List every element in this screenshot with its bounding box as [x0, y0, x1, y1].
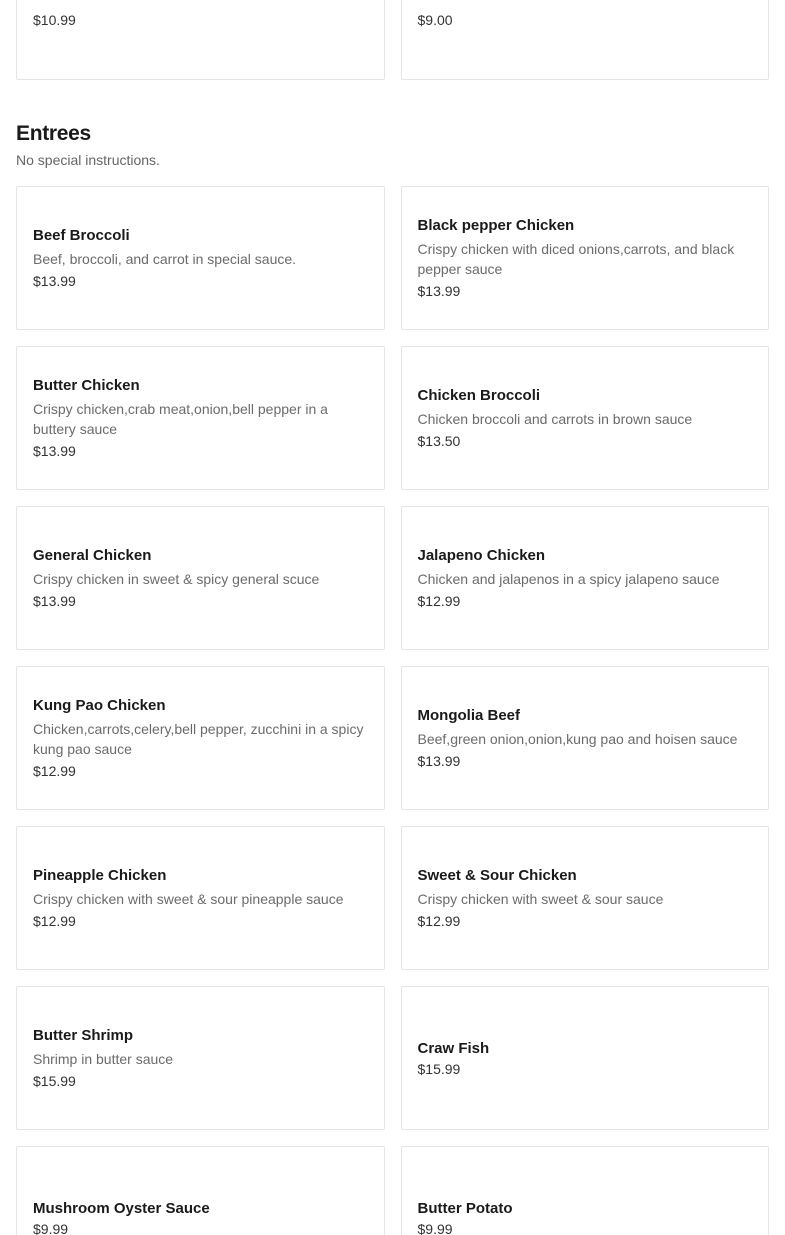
menu-item-card[interactable] [401, 826, 770, 970]
item-name: Pineapple Chicken [33, 867, 167, 884]
item-name: General Chicken [33, 547, 152, 564]
menu-item-card[interactable] [401, 506, 770, 650]
item-price: $13.50 [417, 433, 461, 449]
item-description: Crispy chicken in sweet & spicy general scuce [33, 571, 320, 587]
item-name: Craw Fish [417, 1039, 490, 1057]
item-name: Mushroom Oyster Sauce [33, 1199, 210, 1217]
item-description: Crispy chicken with sweet & sour sauce [417, 891, 664, 907]
item-name: Butter Chicken [33, 377, 140, 394]
menu-item-card[interactable] [401, 346, 770, 490]
previous-section-items [16, 0, 769, 80]
item-price: $13.99 [417, 283, 461, 299]
item-description: Crispy chicken with diced onions,carrots, and black pepper sauce [417, 241, 735, 277]
item-name: Butter Shrimp [33, 1027, 134, 1044]
menu-item-card[interactable] [16, 666, 385, 810]
item-description: Chicken and jalapenos in a spicy jalapeno sauce [417, 571, 720, 587]
section-subtitle: No special instructions. [16, 152, 160, 168]
item-name: Mongolia Beef [417, 707, 521, 724]
item-price: $15.99 [417, 1060, 461, 1077]
item-name: Jalapeno Chicken [417, 547, 546, 564]
item-name: Black pepper Chicken [417, 217, 575, 234]
item-price: $12.99 [417, 913, 461, 929]
item-name: Butter Potato [417, 1199, 513, 1217]
item-price: $12.99 [33, 763, 76, 779]
item-description: Chicken broccoli and carrots in brown sauce [417, 411, 693, 427]
menu-item-card[interactable] [16, 506, 385, 650]
item-name: Sweet & Sour Chicken [417, 867, 577, 884]
item-price: $10.99 [33, 12, 76, 28]
menu-item-card[interactable] [401, 986, 770, 1130]
section-title: Entrees [16, 122, 91, 145]
item-description: Crispy chicken,crab meat,onion,bell pepper in a buttery sauce [33, 401, 328, 437]
menu-item-card[interactable] [16, 0, 385, 80]
item-price: $13.99 [33, 443, 76, 459]
item-price: $13.99 [33, 273, 76, 289]
item-price: $12.99 [417, 593, 461, 609]
item-description: Beef,green onion,onion,kung pao and hoisen sauce [417, 731, 738, 747]
item-price: $9.99 [417, 1220, 453, 1235]
item-description: Beef, broccoli, and carrot in special sauce. [33, 251, 297, 267]
menu-item-card[interactable] [16, 986, 385, 1130]
item-name: Kung Pao Chicken [33, 697, 166, 714]
menu-item-card[interactable] [401, 666, 770, 810]
item-name: Beef Broccoli [33, 227, 130, 244]
entrees-section-header [16, 122, 769, 168]
menu-item-card[interactable] [401, 1146, 770, 1235]
item-description: Crispy chicken with sweet & sour pineapple sauce [33, 891, 344, 907]
item-price: $9.99 [33, 1220, 69, 1235]
item-description: Chicken,carrots,celery,bell pepper, zucchini in a spicy kung pao sauce [33, 721, 364, 757]
item-price: $15.99 [33, 1073, 76, 1089]
item-description: Shrimp in butter sauce [33, 1051, 174, 1067]
item-name: Chicken Broccoli [417, 387, 541, 404]
menu-item-card[interactable] [16, 186, 385, 330]
item-price: $9.00 [417, 12, 453, 28]
menu-item-card[interactable] [16, 826, 385, 970]
menu-item-grid [16, 186, 769, 1235]
item-price: $13.99 [417, 753, 461, 769]
item-price: $12.99 [33, 913, 76, 929]
menu-item-card[interactable] [401, 0, 770, 80]
menu-item-card[interactable] [401, 186, 770, 330]
item-price: $13.99 [33, 593, 76, 609]
menu-item-card[interactable] [16, 1146, 385, 1235]
menu-item-card[interactable] [16, 346, 385, 490]
